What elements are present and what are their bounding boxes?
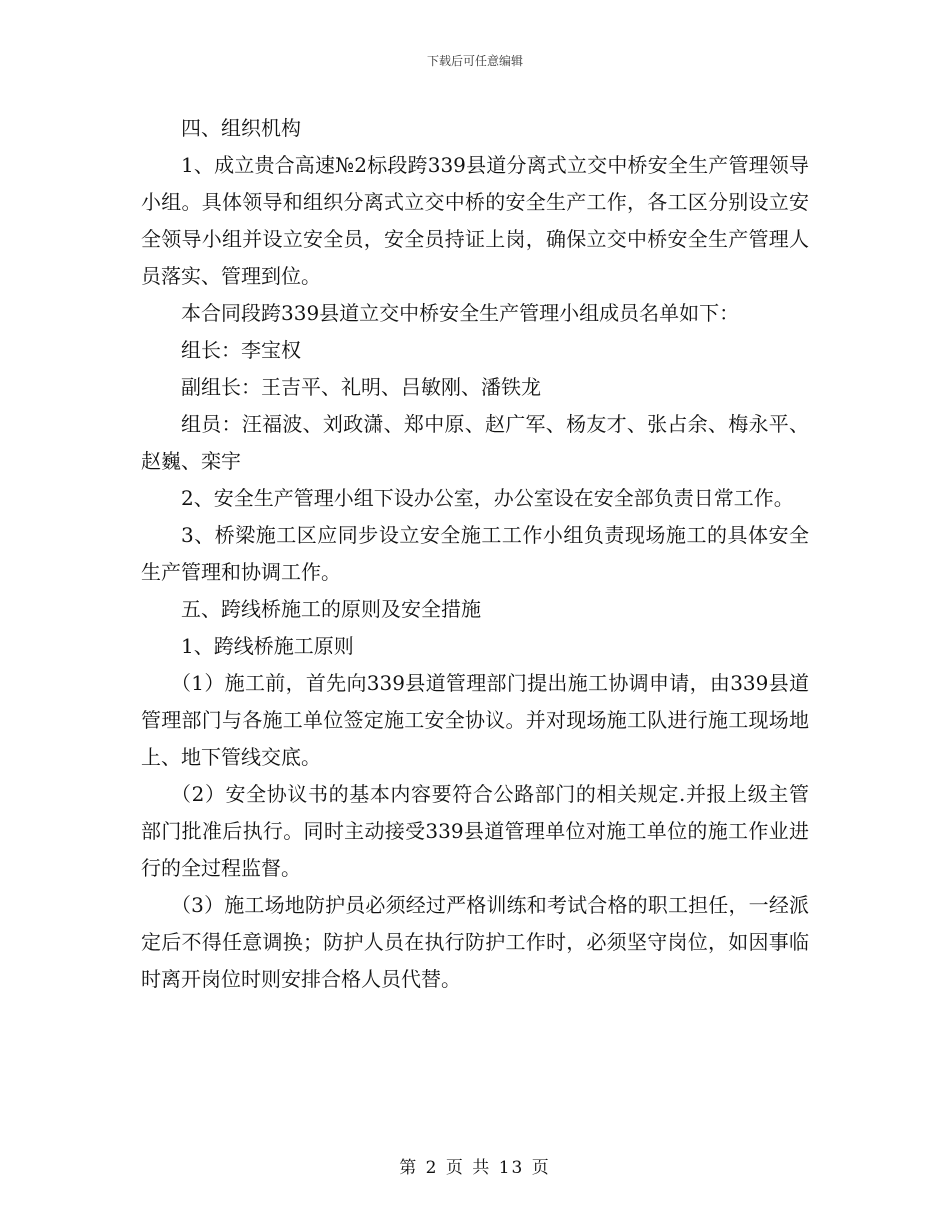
paragraph-deputy-leaders: 副组长：王吉平、礼明、吕敏刚、潘铁龙 bbox=[181, 375, 541, 399]
paragraph-item-3: （3）施工场地防护员必须经过严格训练和考试合格的职工担任，一经派定后不得任意调换；防护人员在执行防护工作时，必须坚守岗位，如因事临时离开岗位时则安排合格人员代替。 bbox=[141, 893, 809, 991]
paragraph-group-members: 组员：汪福波、刘政潇、郑中原、赵广军、杨友才、张占余、梅永平、赵巍、栾宇 bbox=[141, 412, 809, 473]
section-heading-organization: 四、组织机构 bbox=[181, 116, 301, 140]
paragraph-office: 2、安全生产管理小组下设办公室，办公室设在安全部负责日常工作。 bbox=[181, 486, 794, 510]
paragraph-item-2: （2）安全协议书的基本内容要符合公路部门的相关规定.并报上级主管部门批准后执行。同时主动接受339县道管理单位对施工单位的施工作业进行的全过程监督。 bbox=[141, 782, 809, 880]
paragraph-leadership-group: 1、成立贵合高速№2标段跨339县道分离式立交中桥安全生产管理领导小组。具体领导和组织分离式立交中桥的安全生产工作，各工区分别设立安全领导小组并设立安全员，安全员持证上岗，确保立交中桥安全生产管理人员落实、管理到位。 bbox=[141, 153, 809, 288]
paragraph-member-list-intro: 本合同段跨339县道立交中桥安全生产管理小组成员名单如下： bbox=[181, 301, 740, 325]
subheading-construction-principles: 1、跨线桥施工原则 bbox=[181, 634, 354, 658]
page-header-note: 下载后可任意编辑 bbox=[426, 54, 523, 68]
document-body bbox=[141, 110, 809, 998]
paragraph-group-leader: 组长：李宝权 bbox=[181, 338, 301, 362]
page-number-footer: 第 2 页 共 13 页 bbox=[399, 1158, 551, 1178]
paragraph-item-1: （1）施工前，首先向339县道管理部门提出施工协调申请，由339县道管理部门与各施工单位签定施工安全协议。并对现场施工队进行施工现场地上、地下管线交底。 bbox=[141, 671, 809, 769]
section-heading-principles: 五、跨线桥施工的原则及安全措施 bbox=[181, 597, 481, 621]
paragraph-bridge-work-group: 3、桥梁施工区应同步设立安全施工工作小组负责现场施工的具体安全生产管理和协调工作。 bbox=[141, 523, 809, 584]
